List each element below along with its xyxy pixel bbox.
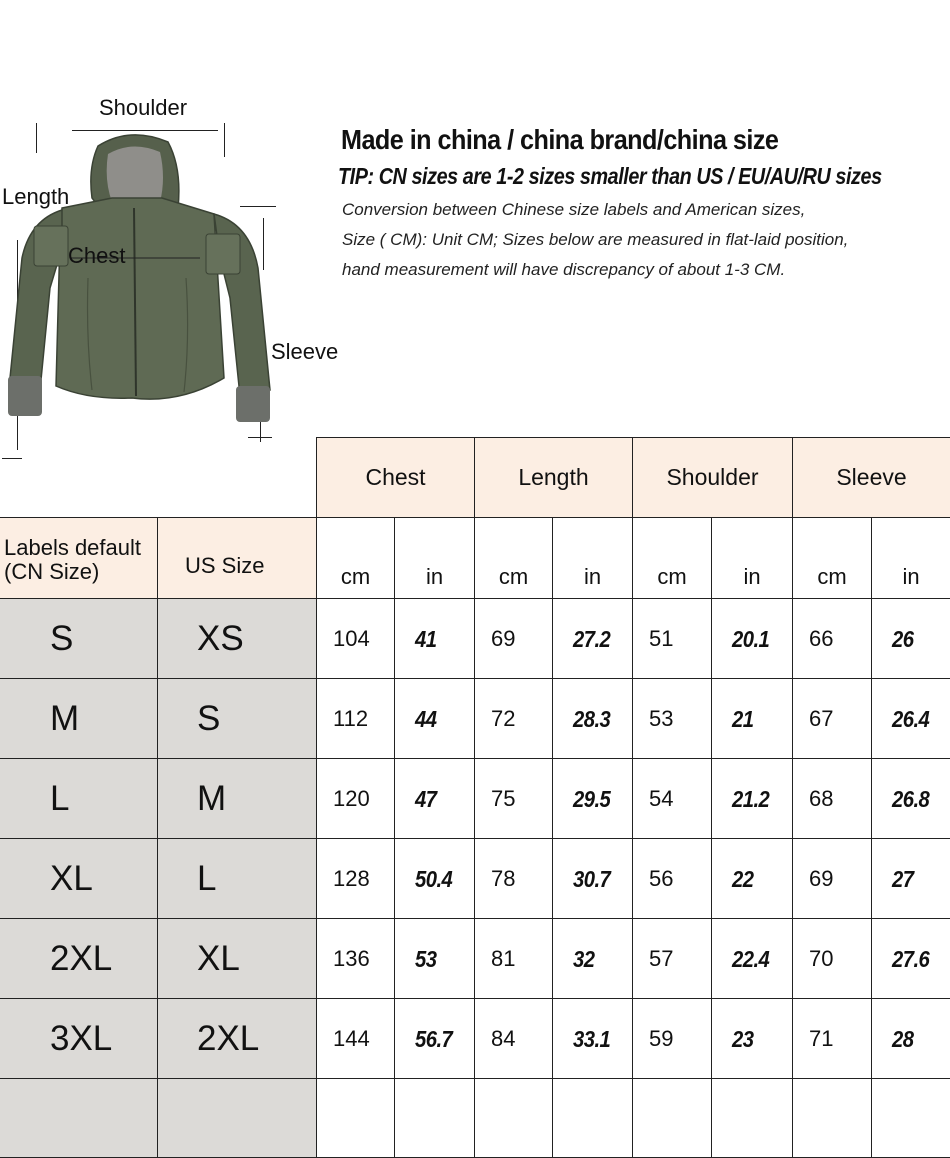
length-in-cell-text: 32 bbox=[573, 946, 595, 972]
length-in-cell-text: 29.5 bbox=[573, 786, 611, 812]
length-in-cell bbox=[552, 1078, 632, 1158]
sleeve-in-cell-text: 27.6 bbox=[892, 946, 930, 972]
sleeve-cm-cell bbox=[792, 678, 871, 758]
shoulder-cm-cell bbox=[632, 838, 711, 918]
shoulder-in-cell bbox=[711, 1078, 792, 1158]
length-cm-cell-text: 78 bbox=[491, 865, 516, 891]
header-labels-line-1: Labels default bbox=[4, 535, 141, 560]
shoulder-label: Shoulder bbox=[99, 95, 188, 120]
unit-length-in: in bbox=[552, 517, 632, 598]
header-us-size: US Size bbox=[157, 517, 316, 598]
shoulder-in-cell-text: 23 bbox=[732, 1026, 754, 1052]
sleeve-cm-cell bbox=[792, 918, 871, 998]
length-cm-cell-text: 72 bbox=[491, 705, 516, 731]
chest-cm-cell bbox=[316, 758, 394, 838]
cn-size-cell-text: S bbox=[50, 618, 74, 658]
header-labels-line-2: (CN Size) bbox=[4, 559, 100, 584]
shoulder-cm-cell-text: 56 bbox=[649, 865, 674, 891]
sleeve-cm-cell-text: 68 bbox=[809, 785, 834, 811]
chest-in-cell-text: 56.7 bbox=[415, 1026, 453, 1052]
shoulder-cm-cell-text: 57 bbox=[649, 945, 674, 971]
size-tip: TIP: CN sizes are 1-2 sizes smaller than US / EU/AU/RU sizes bbox=[338, 163, 882, 189]
sleeve-in-cell bbox=[871, 918, 950, 998]
group-header-chest: Chest bbox=[316, 437, 474, 517]
chest-cm-cell-text: 128 bbox=[333, 865, 370, 891]
shoulder-cm-cell bbox=[632, 998, 711, 1078]
chest-cm-cell-text: 104 bbox=[333, 625, 370, 651]
shoulder-in-cell bbox=[711, 678, 792, 758]
unit-chest-cm: cm bbox=[316, 517, 394, 598]
chest-in-cell bbox=[394, 998, 474, 1078]
cn-size-cell-text: XL bbox=[50, 858, 93, 898]
cn-size-cell bbox=[0, 1078, 157, 1158]
us-size-cell-text: 2XL bbox=[197, 1018, 260, 1058]
length-in-cell bbox=[552, 598, 632, 678]
unit-chest-in: in bbox=[394, 517, 474, 598]
chest-in-cell-text: 53 bbox=[415, 946, 437, 972]
shoulder-cm-cell-text: 54 bbox=[649, 785, 674, 811]
shoulder-in-cell bbox=[711, 838, 792, 918]
unit-shoulder-cm: cm bbox=[632, 517, 711, 598]
chest-cm-cell bbox=[316, 1078, 394, 1158]
sleeve-in-cell-text: 28 bbox=[892, 1026, 914, 1052]
us-size-cell-text: S bbox=[197, 698, 221, 738]
length-in-cell bbox=[552, 758, 632, 838]
chest-label: Chest bbox=[68, 243, 126, 268]
shoulder-in-cell-text: 21 bbox=[732, 706, 754, 732]
length-cm-cell-text: 81 bbox=[491, 945, 516, 971]
length-cm-cell bbox=[474, 758, 552, 838]
us-size-cell bbox=[157, 678, 316, 758]
us-size-cell bbox=[157, 598, 316, 678]
group-header-length: Length bbox=[474, 437, 632, 517]
chest-cm-cell bbox=[316, 598, 394, 678]
chest-cm-cell-text: 136 bbox=[333, 945, 370, 971]
sleeve-in-cell bbox=[871, 678, 950, 758]
chest-cm-cell bbox=[316, 998, 394, 1078]
cn-size-cell bbox=[0, 758, 157, 838]
shoulder-cm-cell-text: 59 bbox=[649, 1025, 674, 1051]
sleeve-in-cell bbox=[871, 838, 950, 918]
shoulder-in-cell-text: 20.1 bbox=[732, 626, 770, 652]
sleeve-cm-cell bbox=[792, 838, 871, 918]
page-title: Made in china / china brand/china size bbox=[341, 124, 779, 155]
length-in-cell bbox=[552, 678, 632, 758]
us-size-cell bbox=[157, 918, 316, 998]
sleeve-in-cell bbox=[871, 598, 950, 678]
sleeve-cm-cell-text: 67 bbox=[809, 705, 834, 731]
length-cm-cell bbox=[474, 998, 552, 1078]
note-line-1: Conversion between Chinese size labels and American sizes, bbox=[342, 200, 806, 219]
note-line-3: hand measurement will have discrepancy of about 1-3 CM. bbox=[342, 260, 786, 279]
sleeve-cm-cell bbox=[792, 758, 871, 838]
chest-in-cell bbox=[394, 758, 474, 838]
group-header-sleeve: Sleeve bbox=[792, 437, 950, 517]
cn-size-cell-text: M bbox=[50, 698, 80, 738]
cn-size-cell-text: 2XL bbox=[50, 938, 113, 978]
chest-cm-cell bbox=[316, 918, 394, 998]
length-in-cell-text: 28.3 bbox=[573, 706, 611, 732]
shoulder-in-cell-text: 22.4 bbox=[732, 946, 770, 972]
shoulder-cm-cell-text: 53 bbox=[649, 705, 674, 731]
cn-size-cell bbox=[0, 598, 157, 678]
chest-in-cell bbox=[394, 838, 474, 918]
shoulder-in-cell-text: 22 bbox=[732, 866, 754, 892]
chest-cm-cell bbox=[316, 678, 394, 758]
us-size-cell-text: M bbox=[197, 778, 227, 818]
us-size-cell bbox=[157, 998, 316, 1078]
sleeve-cm-cell-text: 71 bbox=[809, 1025, 834, 1051]
chest-cm-cell bbox=[316, 838, 394, 918]
sleeve-in-cell-text: 26 bbox=[892, 626, 914, 652]
length-label: Length bbox=[2, 184, 70, 209]
chest-in-cell bbox=[394, 678, 474, 758]
unit-shoulder-in: in bbox=[711, 517, 792, 598]
chest-in-cell-text: 47 bbox=[415, 786, 437, 812]
chest-cm-cell-text: 144 bbox=[333, 1025, 370, 1051]
chest-in-cell-text: 50.4 bbox=[415, 866, 453, 892]
length-cm-cell bbox=[474, 678, 552, 758]
sleeve-cm-cell bbox=[792, 1078, 871, 1158]
chest-in-cell bbox=[394, 918, 474, 998]
sleeve-cm-cell bbox=[792, 598, 871, 678]
length-in-cell-text: 27.2 bbox=[573, 626, 611, 652]
cn-size-cell bbox=[0, 918, 157, 998]
length-cm-cell-text: 75 bbox=[491, 785, 516, 811]
length-in-cell bbox=[552, 918, 632, 998]
chest-in-cell-text: 44 bbox=[415, 706, 437, 732]
us-size-cell-text: L bbox=[197, 858, 217, 898]
chest-in-cell bbox=[394, 1078, 474, 1158]
length-cm-cell bbox=[474, 838, 552, 918]
sleeve-in-cell-text: 26.4 bbox=[892, 706, 930, 732]
chest-cm-cell-text: 112 bbox=[333, 705, 369, 731]
shoulder-cm-cell bbox=[632, 758, 711, 838]
shoulder-cm-cell bbox=[632, 1078, 711, 1158]
us-size-cell-text: XS bbox=[197, 618, 244, 658]
length-cm-cell-text: 69 bbox=[491, 625, 516, 651]
header-labels-default bbox=[0, 517, 157, 598]
sleeve-in-cell-text: 26.8 bbox=[892, 786, 930, 812]
sleeve-cm-cell-text: 70 bbox=[809, 945, 834, 971]
chest-in-cell-text: 41 bbox=[415, 626, 437, 652]
sleeve-in-cell bbox=[871, 998, 950, 1078]
unit-sleeve-cm: cm bbox=[792, 517, 871, 598]
shoulder-in-cell bbox=[711, 918, 792, 998]
length-cm-cell bbox=[474, 598, 552, 678]
unit-sleeve-in: in bbox=[871, 517, 950, 598]
shoulder-in-cell-text: 21.2 bbox=[732, 786, 770, 812]
shoulder-in-cell bbox=[711, 758, 792, 838]
us-size-cell bbox=[157, 758, 316, 838]
jacket-image bbox=[0, 128, 290, 438]
sleeve-cm-cell-text: 66 bbox=[809, 625, 834, 651]
length-cm-cell bbox=[474, 1078, 552, 1158]
sleeve-cm-cell-text: 69 bbox=[809, 865, 834, 891]
sleeve-in-cell bbox=[871, 1078, 950, 1158]
group-header-shoulder: Shoulder bbox=[632, 437, 792, 517]
length-in-cell bbox=[552, 838, 632, 918]
us-size-cell bbox=[157, 838, 316, 918]
length-in-cell-text: 30.7 bbox=[573, 866, 611, 892]
cn-size-cell bbox=[0, 998, 157, 1078]
cn-size-cell bbox=[0, 678, 157, 758]
shoulder-cm-cell bbox=[632, 918, 711, 998]
chest-cm-cell-text: 120 bbox=[333, 785, 370, 811]
chest-in-cell bbox=[394, 598, 474, 678]
length-cm-cell bbox=[474, 918, 552, 998]
unit-length-cm: cm bbox=[474, 517, 552, 598]
shoulder-in-cell bbox=[711, 598, 792, 678]
shoulder-cm-cell-text: 51 bbox=[649, 625, 674, 651]
us-size-cell-text: XL bbox=[197, 938, 240, 978]
length-in-cell-text: 33.1 bbox=[573, 1026, 611, 1052]
sleeve-label: Sleeve bbox=[271, 339, 339, 364]
sleeve-in-cell-text: 27 bbox=[892, 866, 914, 892]
sleeve-cm-cell bbox=[792, 998, 871, 1078]
us-size-cell bbox=[157, 1078, 316, 1158]
shoulder-cm-cell bbox=[632, 678, 711, 758]
shoulder-cm-cell bbox=[632, 598, 711, 678]
shoulder-in-cell bbox=[711, 998, 792, 1078]
length-tick bbox=[2, 458, 22, 459]
cn-size-cell-text: L bbox=[50, 778, 70, 818]
cn-size-cell-text: 3XL bbox=[50, 1018, 113, 1058]
length-in-cell bbox=[552, 998, 632, 1078]
sleeve-in-cell bbox=[871, 758, 950, 838]
length-cm-cell-text: 84 bbox=[491, 1025, 516, 1051]
note-line-2: Size ( CM): Unit CM; Sizes below are measured in flat-laid position, bbox=[342, 230, 849, 249]
cn-size-cell bbox=[0, 838, 157, 918]
